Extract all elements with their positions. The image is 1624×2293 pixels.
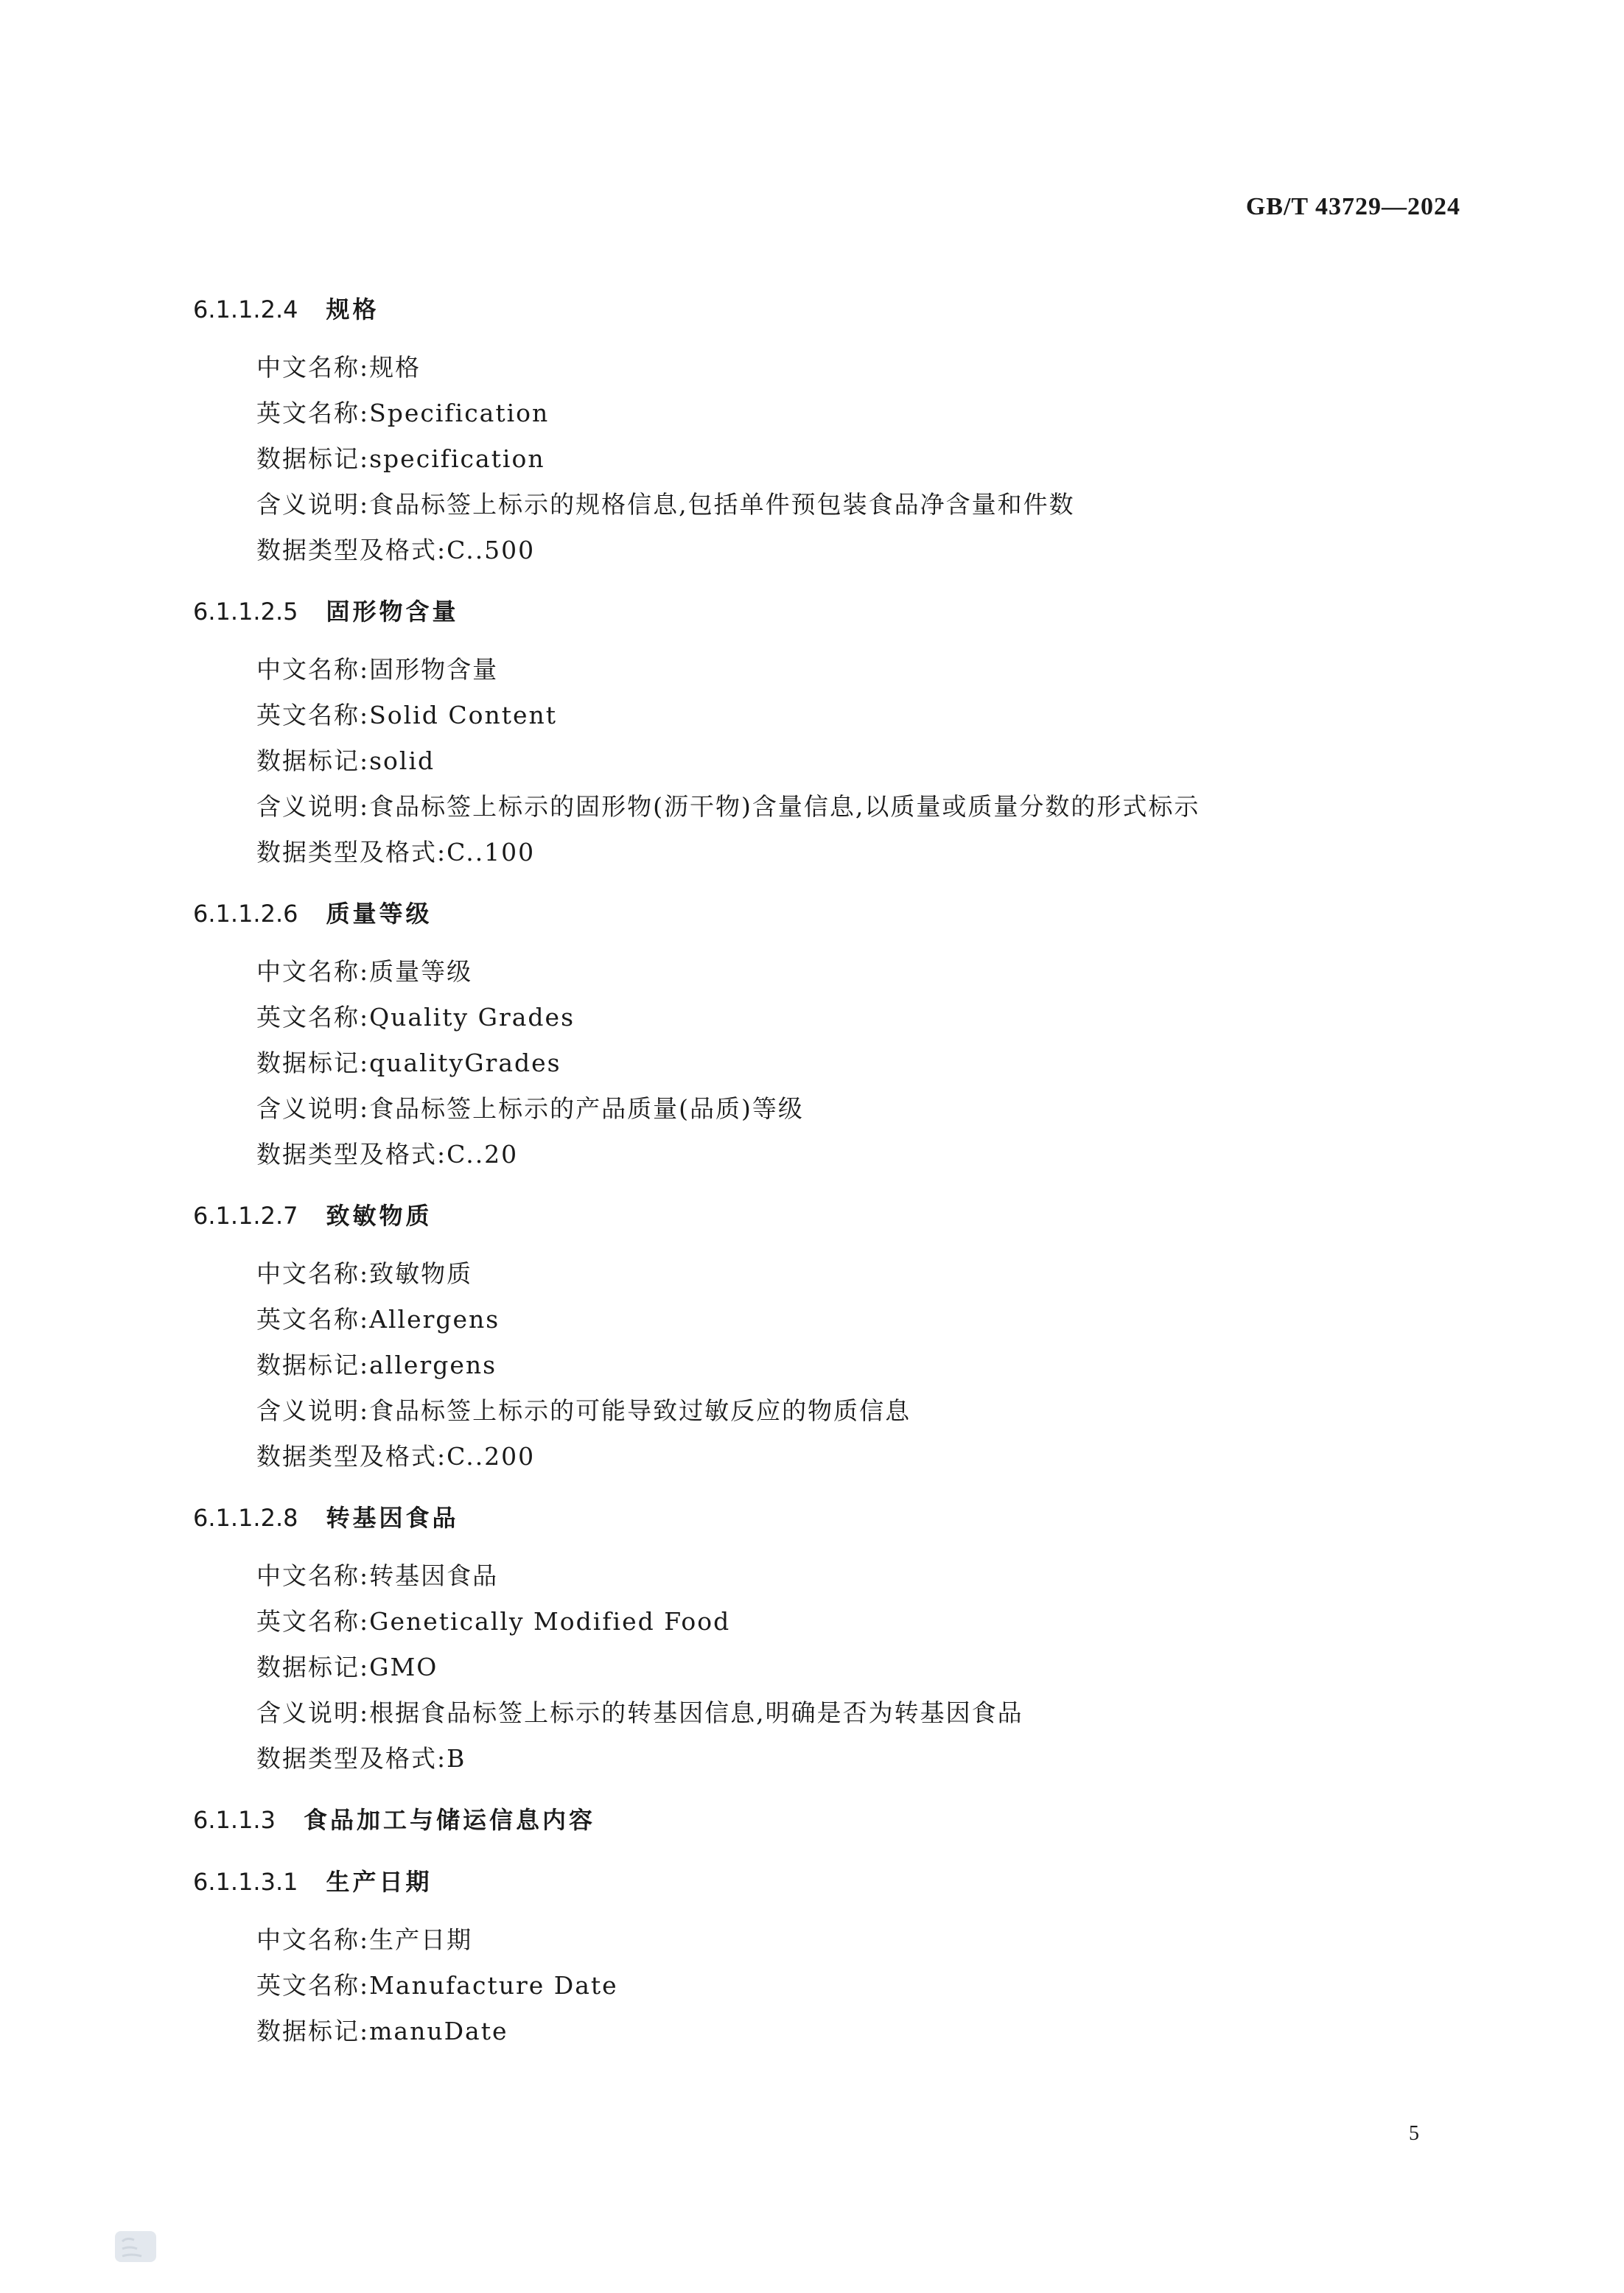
field-line [256,345,1483,391]
field-separator: : [360,2017,370,2045]
field-value: 生产日期 [369,1925,473,1954]
field-separator: : [360,1925,370,1954]
section-heading [193,1858,1483,1905]
field-value: 转基因食品 [369,1561,499,1590]
field-line [256,1086,1483,1132]
section-title: 食品加工与储运信息内容 [303,1806,595,1834]
section-heading [193,286,1483,333]
field-label: 中文名称 [256,1925,360,1954]
field-value: 致敏物质 [369,1259,473,1288]
section-title: 转基因食品 [326,1504,459,1532]
field-line [256,1963,1483,2009]
field-value: solid [369,746,435,775]
publisher-logo-icon [112,2227,159,2266]
field-list [256,345,1483,573]
section-title: 质量等级 [326,900,433,928]
section-title: 生产日期 [326,1868,433,1896]
field-separator: : [437,1140,447,1169]
field-separator: : [437,536,447,564]
field-label: 数据类型及格式 [256,838,437,867]
field-line [256,1297,1483,1342]
field-separator: : [360,490,370,519]
field-label: 数据标记 [256,2017,360,2045]
field-label: 中文名称 [256,353,360,382]
field-list [256,949,1483,1177]
field-value: 固形物含量 [369,655,499,684]
section-heading [193,1796,1483,1844]
field-separator: : [360,1351,370,1379]
field-list [256,1553,1483,1782]
field-line [256,647,1483,693]
field-label: 英文名称 [256,1003,360,1032]
field-label: 中文名称 [256,1259,360,1288]
field-line [256,1251,1483,1297]
field-line [256,1342,1483,1388]
field-line [256,738,1483,784]
section-heading [193,1192,1483,1239]
field-label: 数据标记 [256,1653,360,1681]
section-number: 6.1.1.3.1 [193,1868,298,1896]
field-value: Allergens [369,1305,500,1334]
field-value: allergens [369,1351,497,1379]
field-separator: : [360,655,370,684]
field-value: specification [369,444,545,473]
field-line [256,949,1483,995]
section-title: 致敏物质 [326,1202,433,1230]
field-value: manuDate [369,2017,508,2045]
section-heading [193,1494,1483,1541]
field-label: 英文名称 [256,1607,360,1636]
field-label: 数据标记 [256,1351,360,1379]
field-line [256,1917,1483,1963]
field-separator: : [360,1305,370,1334]
field-label: 数据标记 [256,746,360,775]
field-separator: : [360,353,370,382]
field-line [256,1040,1483,1086]
field-value: 食品标签上标示的产品质量(品质)等级 [369,1094,804,1123]
section-number: 6.1.1.2.7 [193,1202,298,1230]
document-body [193,286,1483,2054]
field-separator: : [437,838,447,867]
field-line [256,391,1483,436]
field-separator: : [360,1003,370,1032]
field-line [256,1645,1483,1690]
field-line [256,1132,1483,1177]
field-value: C..100 [447,838,536,867]
field-line [256,482,1483,528]
section-title: 规格 [326,295,379,323]
field-value: Specification [369,399,550,427]
field-label: 英文名称 [256,701,360,729]
section-heading [193,890,1483,937]
field-value: C..20 [447,1140,519,1169]
field-separator: : [360,701,370,729]
field-label: 含义说明 [256,1094,360,1123]
field-value: 质量等级 [369,957,473,986]
field-line [256,830,1483,875]
field-line [256,784,1483,830]
field-separator: : [360,1561,370,1590]
field-value: GMO [369,1653,438,1681]
field-label: 中文名称 [256,655,360,684]
section-number: 6.1.1.3 [193,1806,276,1834]
field-value: B [447,1744,466,1773]
section-number: 6.1.1.2.6 [193,900,298,928]
field-label: 英文名称 [256,1971,360,2000]
section-heading [193,588,1483,635]
section-number: 6.1.1.2.5 [193,598,298,626]
field-line [256,528,1483,573]
page-number: 5 [1409,2122,1419,2145]
section-number: 6.1.1.2.8 [193,1504,298,1532]
standard-code: GB/T 43729—2024 [1245,193,1460,220]
field-separator: : [360,1094,370,1123]
field-separator: : [360,1653,370,1681]
field-separator: : [360,444,370,473]
field-label: 数据类型及格式 [256,1744,437,1773]
field-label: 含义说明 [256,1698,360,1727]
field-line [256,1553,1483,1599]
field-label: 中文名称 [256,1561,360,1590]
field-line [256,693,1483,738]
field-line [256,1388,1483,1434]
field-separator: : [360,399,370,427]
field-value: Genetically Modified Food [369,1607,731,1636]
field-list [256,1917,1483,2054]
field-line [256,1736,1483,1782]
field-label: 数据类型及格式 [256,1442,437,1471]
field-label: 英文名称 [256,1305,360,1334]
field-separator: : [360,1607,370,1636]
field-label: 含义说明 [256,490,360,519]
section-number: 6.1.1.2.4 [193,295,298,323]
field-separator: : [360,746,370,775]
field-value: Manufacture Date [369,1971,618,2000]
field-label: 含义说明 [256,1396,360,1425]
section-title: 固形物含量 [326,598,459,626]
field-separator: : [437,1744,447,1773]
field-line [256,2009,1483,2054]
field-value: qualityGrades [369,1049,561,1077]
field-value: 食品标签上标示的可能导致过敏反应的物质信息 [369,1396,911,1425]
field-value: 规格 [369,353,421,382]
field-value: Quality Grades [369,1003,575,1032]
field-separator: : [360,1698,370,1727]
field-value: 食品标签上标示的固形物(沥干物)含量信息,以质量或质量分数的形式标示 [369,792,1200,821]
field-separator: : [360,792,370,821]
field-label: 含义说明 [256,792,360,821]
field-value: C..200 [447,1442,536,1471]
field-value: 食品标签上标示的规格信息,包括单件预包装食品净含量和件数 [369,490,1075,519]
field-label: 数据标记 [256,1049,360,1077]
field-value: C..500 [447,536,536,564]
field-line [256,1599,1483,1645]
field-separator: : [360,1049,370,1077]
field-separator: : [360,1971,370,2000]
field-separator: : [360,957,370,986]
field-label: 中文名称 [256,957,360,986]
field-line [256,1690,1483,1736]
field-value: Solid Content [369,701,557,729]
field-list [256,647,1483,875]
field-label: 数据类型及格式 [256,536,437,564]
field-line [256,436,1483,482]
field-separator: : [360,1259,370,1288]
field-label: 数据标记 [256,444,360,473]
field-line [256,1434,1483,1480]
field-label: 数据类型及格式 [256,1140,437,1169]
field-list [256,1251,1483,1480]
field-line [256,995,1483,1040]
field-label: 英文名称 [256,399,360,427]
field-separator: : [437,1442,447,1471]
field-value: 根据食品标签上标示的转基因信息,明确是否为转基因食品 [369,1698,1023,1727]
field-separator: : [360,1396,370,1425]
